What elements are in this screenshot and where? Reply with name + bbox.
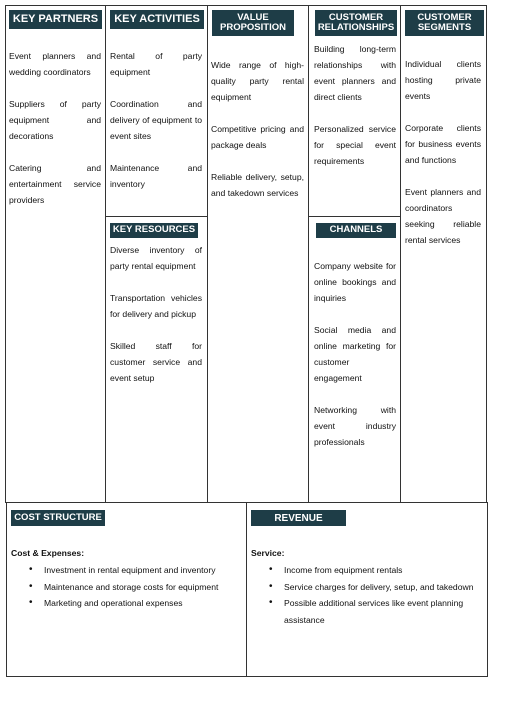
list-item: • Service charges for delivery, setup, and takedown xyxy=(251,579,484,596)
key-activities-header: KEY ACTIVITIES xyxy=(110,10,204,29)
key-partners-list xyxy=(9,48,101,224)
list-item: Wide range of high-quality party rental equipment xyxy=(211,60,304,102)
customer-segments-title-line1: CUSTOMER xyxy=(417,11,472,23)
list-item: Personalized service for special event requirements xyxy=(314,124,396,166)
list-item: Individual clients hosting private events xyxy=(405,59,481,101)
list-item: Suppliers of party equipment and decorations xyxy=(9,99,101,141)
list-item: Diverse inventory of party rental equipment xyxy=(110,245,202,271)
revenue-header: REVENUE xyxy=(251,510,346,526)
list-item: • Investment in rental equipment and inventory xyxy=(11,562,243,579)
list-item: Rental of party equipment xyxy=(110,51,202,77)
value-proposition-header xyxy=(212,10,294,36)
key-activities-list xyxy=(110,48,202,208)
list-item: Competitive pricing and package deals xyxy=(211,124,304,150)
customer-relationships-title-line2: RELATIONSHIPS xyxy=(317,22,395,33)
list-item: Skilled staff for customer service and event setup xyxy=(110,341,202,383)
list-item: • Income from equipment rentals xyxy=(251,562,484,579)
list-item: Corporate clients for business events and functions xyxy=(405,123,481,165)
list-item: Event planners and coordinators seeking reliable rental services xyxy=(405,187,481,245)
list-item: Coordination and delivery of equipment to event sites xyxy=(110,99,202,141)
revenue-subtitle: Service: xyxy=(251,548,285,558)
customer-relationships-header xyxy=(315,10,397,36)
key-partners-header: KEY PARTNERS xyxy=(9,10,102,29)
key-resources-header: KEY RESOURCES xyxy=(110,223,198,238)
list-item: Catering and entertainment service providers xyxy=(9,163,101,205)
customer-segments-list xyxy=(405,56,481,264)
list-item: • Possible additional services like event planning assistance xyxy=(251,595,484,628)
cost-structure-subtitle: Cost & Expenses: xyxy=(11,548,85,558)
value-proposition-title-line2: PROPOSITION xyxy=(220,22,286,33)
list-item: Maintenance and inventory xyxy=(110,163,202,189)
customer-segments-header xyxy=(405,10,484,36)
revenue-list xyxy=(251,562,484,628)
list-item: Transportation vehicles for delivery and pickup xyxy=(110,293,202,319)
list-item: • Marketing and operational expenses xyxy=(11,595,243,612)
customer-relationships-list xyxy=(314,41,396,185)
customer-segments-title-line2: SEGMENTS xyxy=(417,22,472,33)
cost-structure-header: COST STRUCTURE xyxy=(11,510,105,526)
customer-relationships-title-line1: CUSTOMER xyxy=(328,11,384,23)
list-item: Social media and online marketing for customer engagement xyxy=(314,325,396,383)
list-item: Event planners and wedding coordinators xyxy=(9,51,101,77)
list-item: Company website for online bookings and inquiries xyxy=(314,261,396,303)
list-item: • Maintenance and storage costs for equipment xyxy=(11,579,243,596)
key-resources-list xyxy=(110,242,202,402)
list-item: Building long-term relationships with event planners and direct clients xyxy=(314,44,396,102)
list-item: Reliable delivery, setup, and takedown services xyxy=(211,172,304,198)
cost-structure-list xyxy=(11,562,243,612)
value-proposition-title-line1: VALUE xyxy=(237,11,269,23)
value-proposition-list xyxy=(211,57,304,217)
channels-header: CHANNELS xyxy=(316,223,396,238)
channels-list xyxy=(314,258,396,466)
list-item: Networking with event industry professionals xyxy=(314,405,396,447)
